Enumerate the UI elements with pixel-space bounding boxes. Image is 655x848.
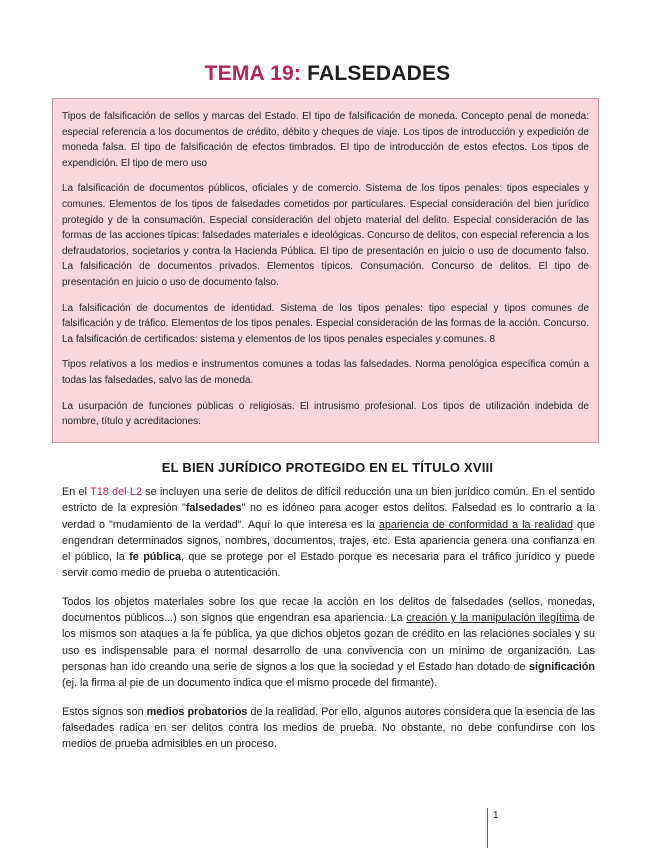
underlined-term: creación y la manipulación ilegítima — [406, 612, 580, 625]
summary-paragraph: Tipos relativos a los medios e instrumentos comunes a todas las falsedades. Norma penológica específica común a todas las falsedades, salvo las de moneda. — [62, 359, 589, 386]
page-title — [0, 62, 655, 86]
bold-term: significación — [529, 660, 595, 673]
law-reference: T18 del L2 — [90, 486, 142, 498]
body-text — [62, 484, 595, 764]
summary-paragraph: La falsificación de documentos de identidad. Sistema de los tipos penales: tipo especial y tipos comunes de falsificación y de tráfico. Elementos de los tipos penales. Especial consideración de las formas de la acción. Concurso. La falsificación de certificados: sistema y elementos de los tipos penales especiales y comunes. 8 — [62, 302, 589, 345]
text-run: Estos signos son — [62, 705, 147, 718]
title-prefix: TEMA 19: — [204, 62, 302, 85]
topic-summary-box — [52, 98, 599, 443]
section-heading: EL BIEN JURÍDICO PROTEGIDO EN EL TÍTULO XVIII — [161, 460, 494, 475]
body-paragraph-2 — [62, 594, 595, 692]
text-run: de la realidad. Por ello, algunos autores considera que la esencia de las falsedades radica en ser delitos contra los medios de prueba. No obstante, no debe confundirse con los medios de prueba admisibles en un proceso. — [62, 705, 595, 751]
summary-paragraph: La usurpación de funciones públicas o religiosas. El intrusismo profesional. Los tipos de utilización indebida de nombre, título y acreditaciones. — [62, 400, 589, 428]
page-number-divider — [487, 808, 488, 848]
text-run: " no es idóneo para acoger estos delitos. Falsedad es lo contrario a la verdad o "mudamiento de la verdad". Aquí lo que interesa es la — [62, 502, 595, 531]
bold-term: falsedades — [185, 502, 242, 515]
body-paragraph-3 — [62, 704, 595, 753]
underlined-term: apariencia de conformidad a la realidad — [378, 518, 573, 531]
text-run: En el — [62, 486, 91, 498]
text-run: Todos los objetos materiales sobre los que recae la acción en los delitos de falsedades (sellos, monedas, documentos públicos...) son signos que engendran esa apariencia. La — [62, 595, 595, 625]
page-number: 1 — [493, 810, 499, 821]
summary-paragraph: La falsificación de documentos públicos, oficiales y de comercio. Sistema de los tipos penales: tipos especiales y comunes. Elementos de los tipos de falsedades cometidos por particulares. Especial consideración del bien jurídico protegido y de la consumación. Especial consideración del objeto material del delito. Especial consideración de las formas de las acciones típicas: falsedades materiales e ideológicas. Concurso de delitos, con especial referencia a los defraudatorios, societarios y contra la Hacienda Pública. El tipo de presentación en juicio o uso de documento falso. La falsificación de documentos privados. Elementos típicos. Consumación. Concurso de delitos. El tipo de presentación en juicio o uso de documento falso. — [62, 183, 589, 288]
title-main: FALSEDADES — [307, 62, 451, 85]
text-run: se incluyen una serie de delitos de difícil reducción una un bien jurídico común. En el sentido estricto de la expresión " — [62, 486, 595, 515]
text-run: , que se protege por el Estado porque es necesaria para el tráfico jurídico y puede servir como medio de prueba o autenticación. — [62, 551, 595, 580]
text-run: que engendran determinados signos, nombres, documentos, trajes, etc. Esta apariencia genera una confianza en el público, la — [62, 518, 595, 564]
body-paragraph-1 — [62, 484, 595, 582]
summary-paragraph: Tipos de falsificación de sellos y marcas del Estado. El tipo de falsificación de moneda. Concepto penal de moneda: especial referencia a los documentos de crédito, débito y cheques de viaje. Los tipos de introducción y expedición de moneda falsa. El tipo de falsificación de efectos timbrados. El tipo de introducción de estos efectos. Los tipos de expendición. El tipo de mero uso — [62, 111, 589, 169]
text-run: (ej. la firma al pie de un documento indica que el mismo procede del firmante). — [62, 677, 438, 690]
text-run: de los mismos son ataques a la fe pública, ya que dichos objetos gozan de crédito en las relaciones sociales y su uso es indispensable para el normal desarrollo de una convivencia con un mínimo de organización. Las personas han ido creando una serie de signos a los que la sociedad y el Estado han dotado de — [62, 612, 595, 673]
bold-term: medios probatorios — [146, 705, 248, 718]
bold-term: fe pública — [129, 551, 181, 564]
